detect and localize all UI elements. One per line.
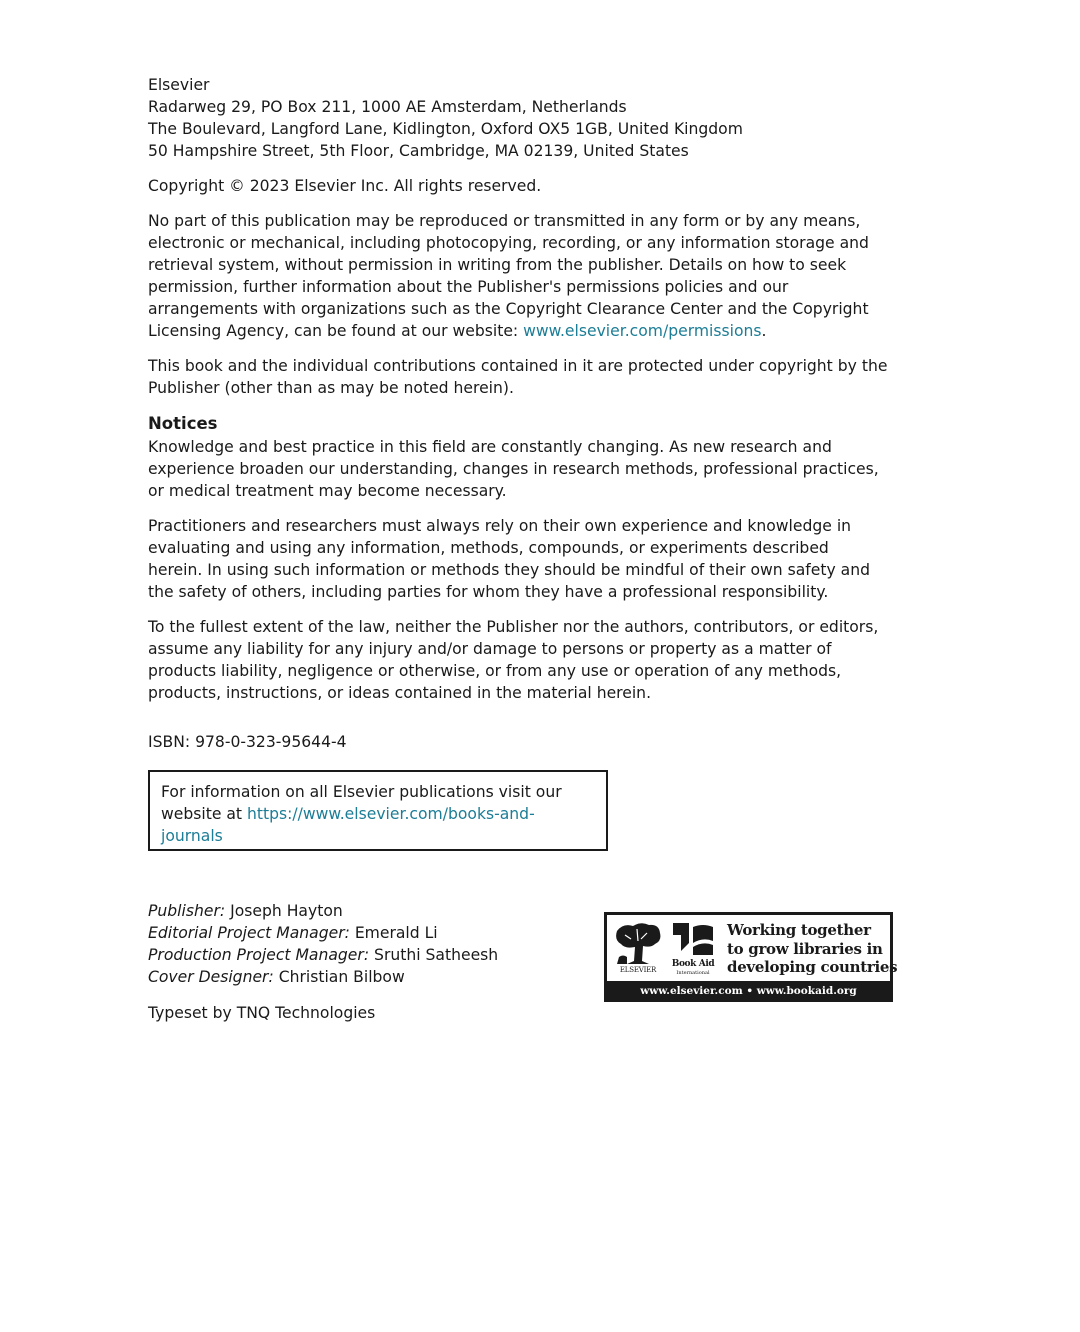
address-line: 50 Hampshire Street, 5th Floor, Cambridge, MA 02139, United States <box>148 142 689 160</box>
elsevier-tree-icon <box>613 921 663 965</box>
tagline-line: to grow libraries in <box>727 939 883 958</box>
permissions-text: No part of this publication may be reproduced or transmitted in any form or by any means, electronic or mechanical, including photocopying, recording, or any information storage and retrieval system, without permission in writing from the publisher. Details on how to seek permission, further information about the Publisher's permissions policies and our arrangements with organizations such as the Copyright Clearance Center and the Copyright Licensing Agency, can be found at our website: <box>148 212 869 340</box>
book-aid-icon <box>669 921 715 957</box>
permissions-end: . <box>761 322 767 340</box>
credit-name: Christian Bilbow <box>278 968 405 986</box>
book-aid-wordmark: Book Aid <box>671 959 715 969</box>
banner-panel <box>607 915 898 981</box>
book-aid-banner <box>604 912 898 1002</box>
publisher-name: Elsevier <box>148 76 210 94</box>
address-line: The Boulevard, Langford Lane, Kidlington, Oxford OX5 1GB, United Kingdom <box>148 120 743 138</box>
tagline-line: Working together <box>727 921 871 939</box>
tagline-line: developing countries <box>727 958 898 976</box>
address-line: Radarweg 29, PO Box 211, 1000 AE Amsterdam, Netherlands <box>148 98 627 116</box>
credit-name: Emerald Li <box>354 924 438 942</box>
copyright-page <box>148 74 898 1024</box>
credit-name: Joseph Hayton <box>230 902 343 920</box>
credit-role: Cover Designer: <box>148 968 274 986</box>
elsevier-wordmark: ELSEVIER <box>619 966 657 974</box>
permissions-link[interactable]: www.elsevier.com/permissions <box>523 322 762 340</box>
permissions-paragraph <box>148 210 888 342</box>
notices-paragraph: Practitioners and researchers must always rely on their own experience and knowledge in evaluating and using any information, methods, compounds, or experiments described herein. In using such information or methods they should be mindful of their own safety and the safety of others, including parties for whom they have a professional responsibility. <box>148 517 870 601</box>
info-box-text: For information on all Elsevier publications visit our website at <box>161 783 562 823</box>
notices-heading: Notices <box>148 414 218 433</box>
isbn: ISBN: 978-0-323-95644-4 <box>148 733 347 751</box>
publisher-address <box>148 74 888 162</box>
notices-paragraph: To the fullest extent of the law, neither the Publisher nor the authors, contributors, or editors, assume any liability for any injury and/or damage to persons or property as a matter of products liability, negligence or otherwise, or from any use or operation of any methods, products, instructions, or ideas contained in the material herein. <box>148 618 879 702</box>
info-box <box>148 770 608 851</box>
credit-role: Production Project Manager: <box>148 946 370 964</box>
info-box-link[interactable]: https://www.elsevier.com/books-and-journals <box>161 805 535 845</box>
credit-role: Editorial Project Manager: <box>148 924 350 942</box>
protection-paragraph: This book and the individual contributions contained in it are protected under copyright by the Publisher (other than as may be noted herein). <box>148 357 888 397</box>
notices-paragraph: Knowledge and best practice in this field are constantly changing. As new research and experience broaden our understanding, changes in research methods, professional practices, or medical treatment may become necessary. <box>148 438 879 500</box>
copyright-notice: Copyright © 2023 Elsevier Inc. All rights reserved. <box>148 177 542 195</box>
banner-urls: www.elsevier.com • www.bookaid.org <box>640 985 857 997</box>
banner-tagline <box>727 921 898 977</box>
book-aid-subtitle: International <box>676 970 710 976</box>
typeset-credit: Typeset by TNQ Technologies <box>148 1004 376 1022</box>
credit-role: Publisher: <box>148 902 226 920</box>
credit-name: Sruthi Satheesh <box>374 946 499 964</box>
